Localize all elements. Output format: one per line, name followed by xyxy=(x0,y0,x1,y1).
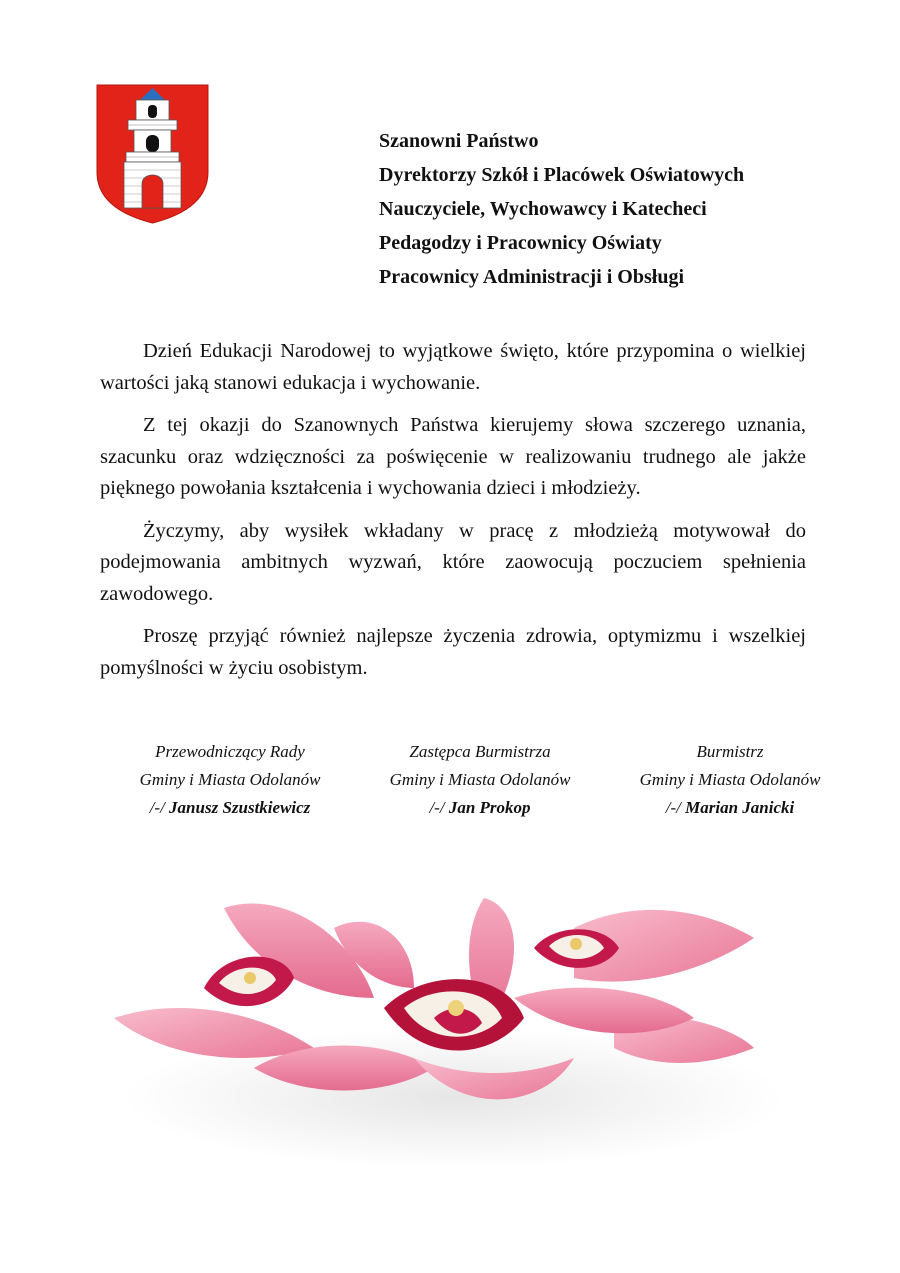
orchid-flower-image xyxy=(54,828,846,1218)
signature-prefix: /-/ xyxy=(665,798,681,817)
addressee-line: Szanowni Państwo xyxy=(379,130,539,152)
addressee-line: Pracownicy Administracji i Obsługi xyxy=(379,266,684,288)
addressee-line: Dyrektorzy Szkół i Placówek Oświatowych xyxy=(379,164,745,186)
signature-name: Janusz Szustkiewicz xyxy=(169,798,311,817)
signatures xyxy=(110,738,850,822)
body-paragraph: Z tej okazji do Szanownych Państwa kierujemy słowa szczerego uznania, szacunku oraz wdzięczności za poświęcenie w realizowaniu trudnego ale jakże pięknego powołania kształcenia i wychowania dzieci i młodzieży. xyxy=(100,414,806,499)
body-paragraph: Proszę przyjąć również najlepsze życzenia zdrowia, optymizmu i wszelkiej pomyślności w życiu osobistym. xyxy=(100,625,806,679)
signature-org: Gminy i Miasta Odolanów xyxy=(139,770,321,789)
body-paragraph: Dzień Edukacji Narodowej to wyjątkowe święto, które przypomina o wielkiej wartości jaką stanowi edukacja i wychowanie. xyxy=(100,340,806,394)
signature-title: Zastępca Burmistrza xyxy=(409,742,551,761)
body-paragraph: Życzymy, aby wysiłek wkładany w pracę z młodzieżą motywował do podejmowania ambitnych wyzwań, które zaowocują poczuciem spełnienia zawodowego. xyxy=(100,519,806,605)
signature-prefix: /-/ xyxy=(149,798,165,817)
signature-title: Burmistrz xyxy=(696,742,764,761)
signature-name: Jan Prokop xyxy=(448,798,531,817)
addressee-line: Pedagodzy i Pracownicy Oświaty xyxy=(379,232,662,254)
signature-name: Marian Janicki xyxy=(685,798,795,817)
coat-of-arms-icon xyxy=(96,84,209,224)
addressee-block xyxy=(379,124,849,294)
signature-block xyxy=(610,738,850,822)
signature-org: Gminy i Miasta Odolanów xyxy=(639,770,821,789)
addressee-line: Nauczyciele, Wychowawcy i Katecheci xyxy=(379,198,707,220)
signature-prefix: /-/ xyxy=(429,798,445,817)
signature-block xyxy=(110,738,350,822)
letter-body xyxy=(100,336,806,695)
signature-title: Przewodniczący Rady xyxy=(155,742,305,761)
signature-block xyxy=(360,738,600,822)
signature-org: Gminy i Miasta Odolanów xyxy=(389,770,571,789)
